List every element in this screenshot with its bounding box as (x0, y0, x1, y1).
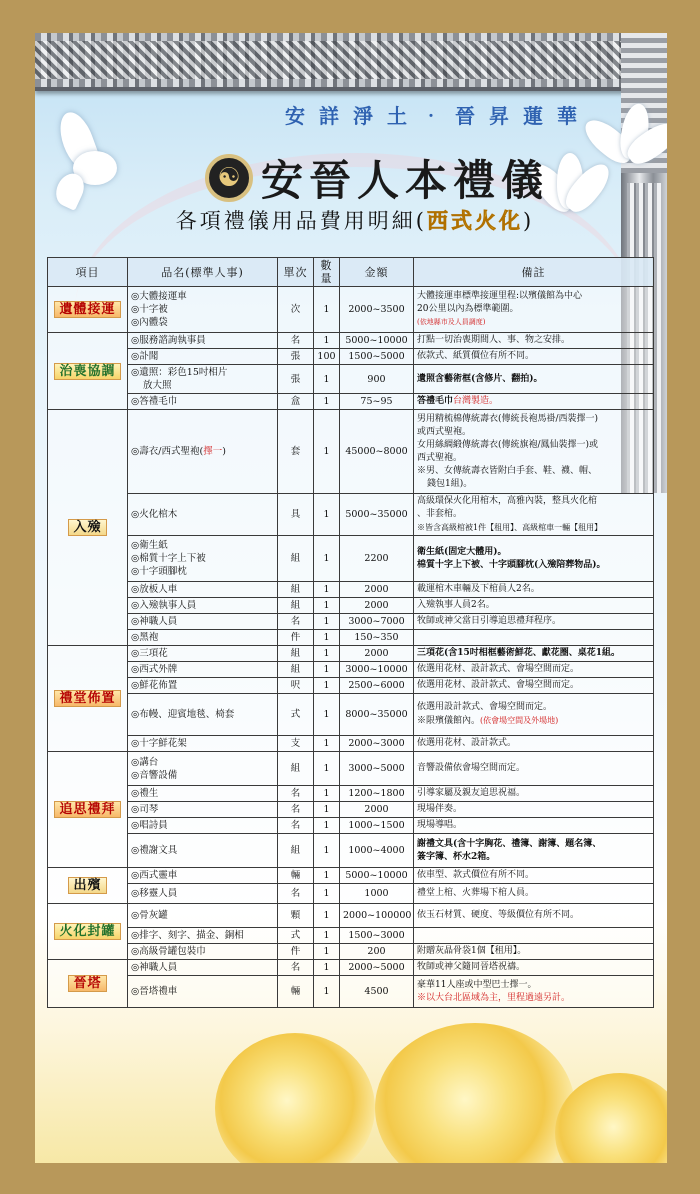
unit-cell: 呎 (278, 678, 314, 694)
unit-cell: 張 (278, 365, 314, 394)
item-cell: ◎司琴 (128, 802, 278, 818)
table-row (48, 494, 654, 536)
table-row (48, 976, 654, 1008)
amount-cell: 200 (340, 944, 414, 960)
item-cell: ◎入殮執事人員 (128, 598, 278, 614)
item-cell: ◎禮生 (128, 786, 278, 802)
qty-cell: 1 (314, 646, 340, 662)
table-row (48, 736, 654, 752)
dove-left (53, 111, 123, 211)
unit-cell: 組 (278, 582, 314, 598)
header-amount: 金額 (340, 258, 414, 287)
unit-cell: 名 (278, 884, 314, 904)
amount-cell: 900 (340, 365, 414, 394)
subtitle-accent: 西式火化 (427, 208, 523, 233)
qty-cell: 1 (314, 410, 340, 494)
item-cell: ◎黑袍 (128, 630, 278, 646)
qty-cell: 1 (314, 630, 340, 646)
note-cell: 豪華11人座或中型巴士擇一。 ※以大台北區域為主，里程過遠另計。 (414, 976, 654, 1008)
table-row (48, 960, 654, 976)
header-item: 品名(標準人事) (128, 258, 278, 287)
category-cell (48, 904, 128, 960)
category-cell (48, 333, 128, 410)
note-cell: 入殮執事人員2名。 (414, 598, 654, 614)
qty-cell: 1 (314, 960, 340, 976)
item-cell: ◎火化棺木 (128, 494, 278, 536)
qty-cell: 1 (314, 662, 340, 678)
qty-cell: 1 (314, 536, 340, 582)
brand-header (205, 150, 549, 206)
amount-cell: 3000~5000 (340, 752, 414, 786)
note-cell: 依選用花材、設計款式、會場空間而定。 (414, 678, 654, 694)
item-cell: ◎衛生紙 ◎棉質十字上下被 ◎十字頭腳枕 (128, 536, 278, 582)
item-cell: ◎鮮花佈置 (128, 678, 278, 694)
item-cell: ◎答禮毛巾 (128, 394, 278, 410)
category-cell (48, 646, 128, 752)
unit-cell: 名 (278, 818, 314, 834)
item-cell: ◎禮謝文具 (128, 834, 278, 868)
unit-cell: 式 (278, 694, 314, 736)
note-cell (414, 630, 654, 646)
unit-cell: 組 (278, 752, 314, 786)
unit-cell: 次 (278, 287, 314, 333)
marble-cornice (35, 33, 667, 91)
note-cell: 男用精梳棉傳統壽衣(傳統長袍馬褂/西裝擇一) 或西式聖袍。 女用絲綢緞傳統壽衣(傳統旗袍/鳳仙裝擇一)或 西式聖袍。 ※男、女傳統壽衣皆附白手套、鞋、襪、帽、 錢包1組)。 (414, 410, 654, 494)
item-cell: ◎十字鮮花架 (128, 736, 278, 752)
note-cell: 三項花(含15吋相框藝術鮮花、獻花圈、桌花1組。 (414, 646, 654, 662)
category-cell (48, 960, 128, 1008)
amount-cell: 8000~35000 (340, 694, 414, 736)
item-cell: ◎骨灰罐 (128, 904, 278, 928)
item-cell: ◎布幔、迎賓地毯、椅套 (128, 694, 278, 736)
qty-cell: 1 (314, 752, 340, 786)
item-cell: ◎西式靈車 (128, 868, 278, 884)
amount-cell: 4500 (340, 976, 414, 1008)
page-subtitle (155, 205, 555, 241)
fee-table (47, 257, 654, 1008)
table-row (48, 678, 654, 694)
qty-cell: 1 (314, 333, 340, 349)
unit-cell: 輛 (278, 868, 314, 884)
unit-cell: 支 (278, 736, 314, 752)
unit-cell: 組 (278, 834, 314, 868)
table-header-row (48, 258, 654, 287)
note-cell: 附贈灰晶骨袋1個【租用】。 (414, 944, 654, 960)
table-row (48, 884, 654, 904)
qty-cell: 1 (314, 736, 340, 752)
note-cell: 高級環保火化用棺木，高雅內裝，整具火化棺 、非套棺。 ※皆含高級棺被1件【租用】、高級棺車一輛【租用】 (414, 494, 654, 536)
note-cell: 謝禮文具(含十字胸花、禮簿、謝簿、題名簿、 簽字簿、杯水2箱。 (414, 834, 654, 868)
note-cell: 依款式、紙質價位有所不同。 (414, 349, 654, 365)
table-row (48, 646, 654, 662)
note-cell: 現場導唱。 (414, 818, 654, 834)
amount-cell: 2000 (340, 582, 414, 598)
unit-cell: 組 (278, 662, 314, 678)
yellow-roses-decoration (35, 1033, 667, 1163)
unit-cell: 件 (278, 630, 314, 646)
table-row (48, 630, 654, 646)
qty-cell: 1 (314, 394, 340, 410)
qty-cell: 1 (314, 494, 340, 536)
content-panel (35, 33, 667, 1163)
amount-cell: 3000~10000 (340, 662, 414, 678)
table-row (48, 904, 654, 928)
table-row (48, 287, 654, 333)
item-cell: ◎三項花 (128, 646, 278, 662)
unit-cell: 顆 (278, 904, 314, 928)
amount-cell: 2000 (340, 646, 414, 662)
qty-cell: 1 (314, 944, 340, 960)
unit-cell: 張 (278, 349, 314, 365)
note-cell: 引導家屬及親友追思祝福。 (414, 786, 654, 802)
category-badge: 入殮 (68, 519, 106, 536)
qty-cell: 1 (314, 928, 340, 944)
amount-cell: 1000~4000 (340, 834, 414, 868)
note-cell: 打點一切治喪期間人、事、物之安排。 (414, 333, 654, 349)
note-cell: 大體接運車標準接運里程:以殯儀館為中心 20公里以內為標準範圍。 (依地縣市及人員調度) (414, 287, 654, 333)
amount-cell: 2000~5000 (340, 960, 414, 976)
unit-cell: 件 (278, 944, 314, 960)
table-row (48, 349, 654, 365)
amount-cell: 1200~1800 (340, 786, 414, 802)
category-badge: 出殯 (68, 877, 106, 894)
qty-cell: 1 (314, 834, 340, 868)
category-cell (48, 752, 128, 868)
qty-cell: 1 (314, 678, 340, 694)
item-cell: ◎排字、刻字、描金、銅相 (128, 928, 278, 944)
amount-cell: 2000~3500 (340, 287, 414, 333)
qty-cell: 1 (314, 694, 340, 736)
table-row (48, 786, 654, 802)
note-cell: 依選用設計款式、會場空間而定。 ※限殯儀館內。(依會場空間及外場地) (414, 694, 654, 736)
table-row (48, 410, 654, 494)
category-badge: 追思禮拜 (54, 801, 120, 818)
qty-cell: 1 (314, 976, 340, 1008)
note-cell: 遺照含藝術框(含修片、翻拍)。 (414, 365, 654, 394)
amount-cell: 2000~3000 (340, 736, 414, 752)
table-row (48, 868, 654, 884)
table-row (48, 365, 654, 394)
qty-cell: 1 (314, 582, 340, 598)
item-cell: ◎唱詩員 (128, 818, 278, 834)
qty-cell: 1 (314, 802, 340, 818)
qty-cell: 1 (314, 818, 340, 834)
qty-cell: 1 (314, 287, 340, 333)
note-cell: 現場伴奏。 (414, 802, 654, 818)
qty-cell: 1 (314, 884, 340, 904)
table-row (48, 536, 654, 582)
amount-cell: 2000~100000 (340, 904, 414, 928)
note-cell: 答禮毛巾台灣製造。 (414, 394, 654, 410)
item-cell: ◎講台 ◎音響設備 (128, 752, 278, 786)
note-cell: 依選用花材、設計款式。 (414, 736, 654, 752)
amount-cell: 5000~10000 (340, 868, 414, 884)
rose-flower (375, 1023, 575, 1163)
rose-flower (215, 1033, 375, 1163)
unit-cell: 名 (278, 786, 314, 802)
slogan: 安詳淨土‧晉昇蓮華 (285, 104, 591, 128)
category-badge: 火化封罐 (54, 923, 120, 940)
amount-cell: 5000~10000 (340, 333, 414, 349)
amount-cell: 3000~7000 (340, 614, 414, 630)
item-cell: ◎遺照：彩色15吋相片 放大照 (128, 365, 278, 394)
subtitle-main: 各項禮儀用品費用明細( (175, 209, 427, 233)
amount-cell: 2000 (340, 598, 414, 614)
unit-cell: 式 (278, 928, 314, 944)
amount-cell: 2200 (340, 536, 414, 582)
qty-cell: 1 (314, 598, 340, 614)
unit-cell: 輛 (278, 976, 314, 1008)
qty-cell: 1 (314, 786, 340, 802)
category-cell (48, 287, 128, 333)
header-unit: 單次 (278, 258, 314, 287)
amount-cell: 5000~35000 (340, 494, 414, 536)
category-badge: 晉塔 (68, 975, 106, 992)
table-row (48, 928, 654, 944)
item-cell: ◎神職人員 (128, 614, 278, 630)
unit-cell: 組 (278, 646, 314, 662)
category-badge: 禮堂佈置 (54, 690, 120, 707)
table-row (48, 614, 654, 630)
unit-cell: 名 (278, 614, 314, 630)
yin-yang-logo-icon: ☯ (205, 154, 253, 202)
header-category: 項目 (48, 258, 128, 287)
unit-cell: 組 (278, 598, 314, 614)
qty-cell: 1 (314, 868, 340, 884)
qty-cell: 1 (314, 614, 340, 630)
table-row (48, 333, 654, 349)
amount-cell: 75~95 (340, 394, 414, 410)
qty-cell: 1 (314, 365, 340, 394)
table-row (48, 694, 654, 736)
table-row (48, 802, 654, 818)
amount-cell: 150~350 (340, 630, 414, 646)
item-cell: ◎神職人員 (128, 960, 278, 976)
item-cell: ◎訃聞 (128, 349, 278, 365)
category-badge: 遺體接運 (54, 301, 120, 318)
item-cell: ◎高級骨罐包裝巾 (128, 944, 278, 960)
brand-name: 安晉人本禮儀 (261, 156, 550, 205)
table-row (48, 834, 654, 868)
unit-cell: 盒 (278, 394, 314, 410)
note-cell: 禮堂上棺、火葬場下棺人員。 (414, 884, 654, 904)
amount-cell: 1500~5000 (340, 349, 414, 365)
amount-cell: 2000 (340, 802, 414, 818)
note-cell: 載運棺木車輛及下棺員人2名。 (414, 582, 654, 598)
table-row (48, 752, 654, 786)
table-row (48, 944, 654, 960)
unit-cell: 名 (278, 802, 314, 818)
note-cell: 依車型、款式價位有所不同。 (414, 868, 654, 884)
note-cell: 依選用花材、設計款式、會場空間而定。 (414, 662, 654, 678)
qty-cell: 100 (314, 349, 340, 365)
unit-cell: 名 (278, 960, 314, 976)
item-cell: ◎西式外牌 (128, 662, 278, 678)
header-note: 備註 (414, 258, 654, 287)
amount-cell: 45000~8000 (340, 410, 414, 494)
category-cell (48, 868, 128, 904)
item-cell: ◎晉塔禮車 (128, 976, 278, 1008)
category-cell (48, 410, 128, 646)
item-cell: ◎大體接運車 ◎十字被 ◎內體袋 (128, 287, 278, 333)
subtitle-close: ) (523, 209, 535, 233)
amount-cell: 2500~6000 (340, 678, 414, 694)
note-cell: 衛生紙(固定大體用)。 棉質十字上下被、十字頭腳枕(入殮陪葬物品)。 (414, 536, 654, 582)
item-cell: ◎壽衣/西式聖袍(擇一) (128, 410, 278, 494)
unit-cell: 套 (278, 410, 314, 494)
unit-cell: 組 (278, 536, 314, 582)
table-row (48, 818, 654, 834)
unit-cell: 具 (278, 494, 314, 536)
note-cell: 牧師或神父當日引導追思禮拜程序。 (414, 614, 654, 630)
table-row (48, 394, 654, 410)
amount-cell: 1000~1500 (340, 818, 414, 834)
note-cell (414, 928, 654, 944)
note-cell: 牧師或神父隨同晉塔祝禱。 (414, 960, 654, 976)
item-cell: ◎服務諮詢執事員 (128, 333, 278, 349)
qty-cell: 1 (314, 904, 340, 928)
item-cell: ◎移靈人員 (128, 884, 278, 904)
table-row (48, 662, 654, 678)
table-row (48, 598, 654, 614)
amount-cell: 1000 (340, 884, 414, 904)
unit-cell: 名 (278, 333, 314, 349)
note-cell: 依玉石材質、硬度、等級價位有所不同。 (414, 904, 654, 928)
table-row (48, 582, 654, 598)
note-cell: 音響設備依會場空間而定。 (414, 752, 654, 786)
category-badge: 治喪協調 (54, 363, 120, 380)
amount-cell: 1500~3000 (340, 928, 414, 944)
item-cell: ◎放板人車 (128, 582, 278, 598)
header-qty: 數量 (314, 258, 340, 287)
